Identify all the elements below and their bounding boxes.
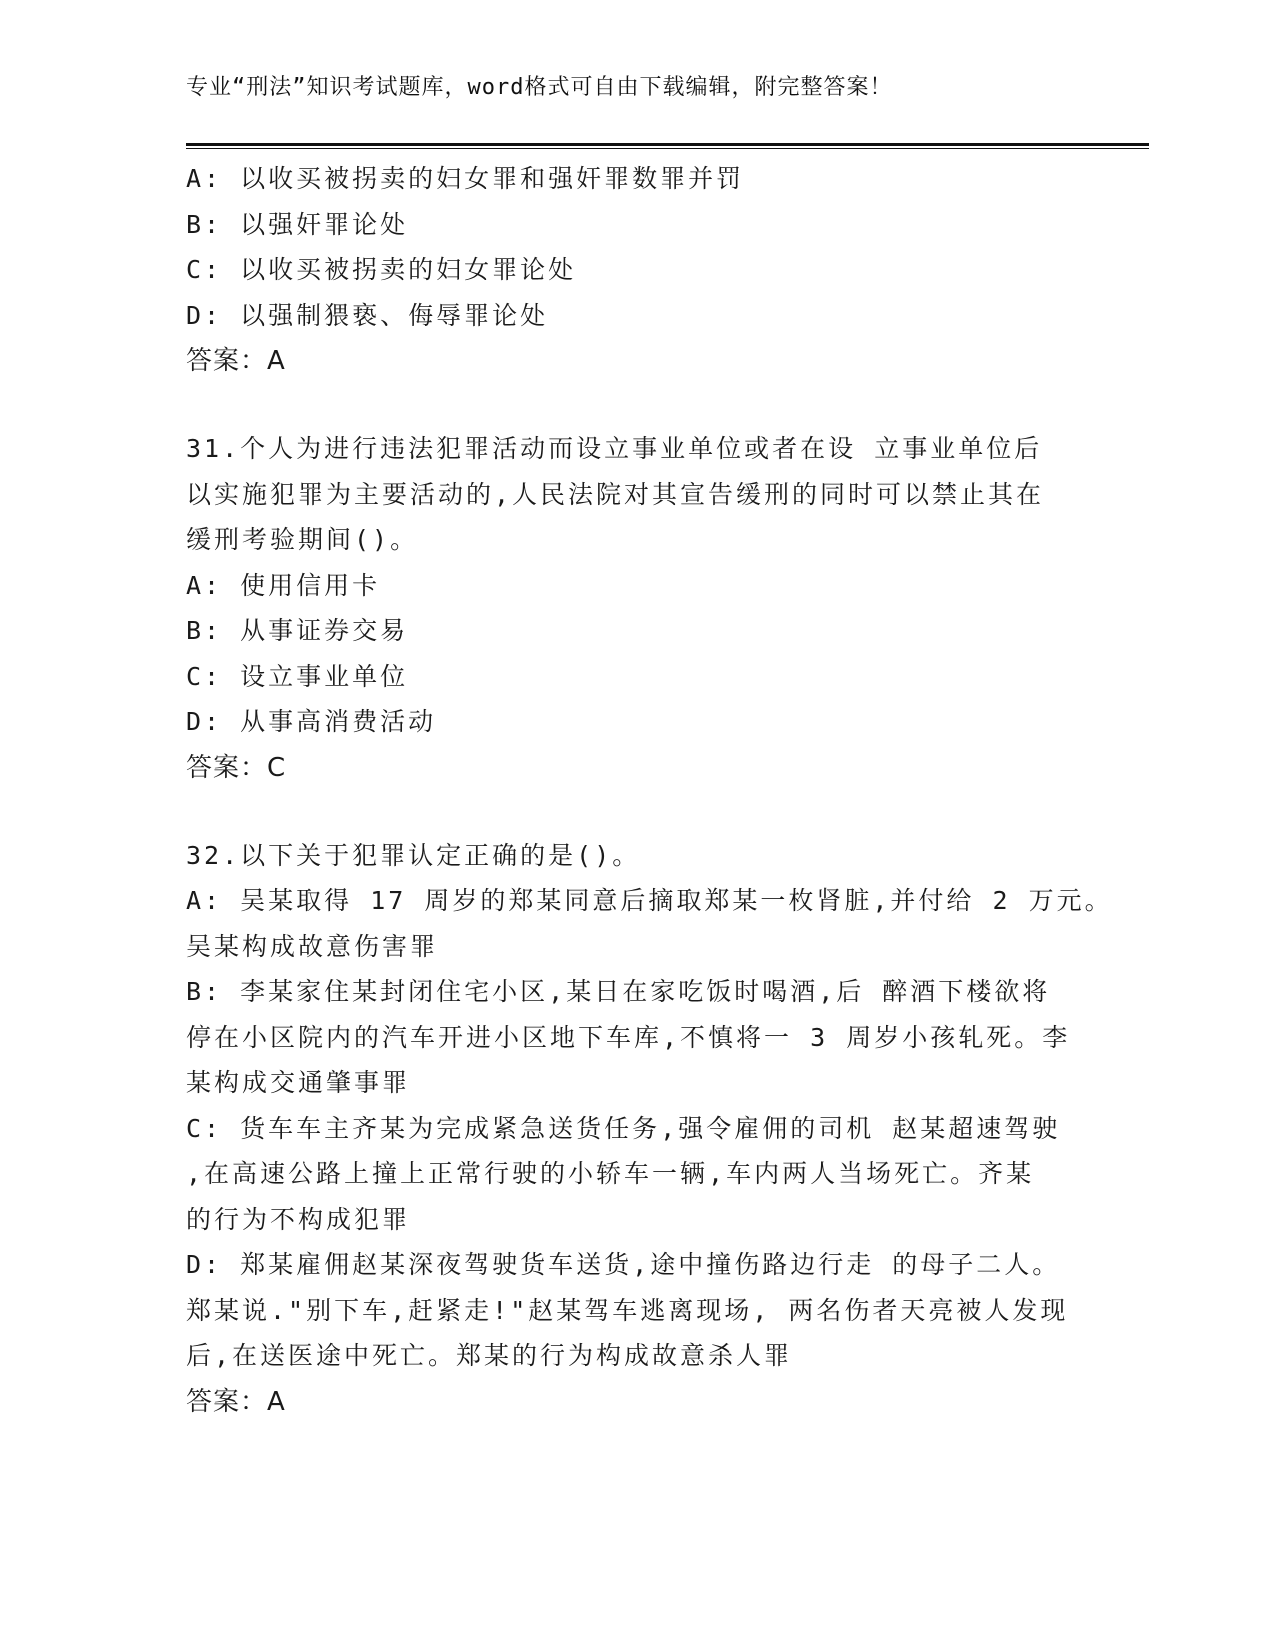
answer: 答案：C (186, 752, 287, 783)
option-line: A: 吴某取得 17 周岁的郑某同意后摘取郑某一枚肾脏,并付给 2 万元。 (186, 886, 1113, 915)
option-d: D: 从事高消费活动 (186, 707, 437, 736)
header-rule-thin (186, 148, 1149, 149)
question-30 (186, 156, 1086, 384)
spacer (186, 384, 1086, 426)
question-stem-line: 32.以下关于犯罪认定正确的是()。 (186, 840, 641, 870)
option-d (186, 1242, 1086, 1379)
question-list (186, 156, 1113, 1425)
answer: 答案：A (186, 346, 286, 376)
question-32 (186, 833, 1113, 1425)
option-b: B: 从事证券交易 (186, 616, 409, 645)
option-line: 后,在送医途中死亡。郑某的行为构成故意杀人罪 (186, 1341, 793, 1370)
option-line: 停在小区院内的汽车开进小区地下车库,不慎将一 3 周岁小孩轧死。李 (186, 1022, 1071, 1052)
option-line: 吴某构成故意伤害罪 (186, 931, 439, 961)
option-c: C: 以收买被拐卖的妇女罪论处 (186, 255, 577, 284)
option-line: ,在高速公路上撞上正常行驶的小轿车一辆,车内两人当场死亡。齐某 (186, 1159, 1035, 1188)
option-line: 郑某说."别下车,赶紧走!"赵某驾车逃离现场, 两名伤者天亮被人发现 (186, 1295, 1069, 1325)
page-header-title: 专业“刑法”知识考试题库，word格式可自由下载编辑，附完整答案！ (186, 75, 893, 100)
option-a: A: 使用信用卡 (186, 570, 381, 600)
option-b: B: 以强奸罪论处 (186, 209, 409, 239)
option-line: 的行为不构成犯罪 (186, 1204, 411, 1234)
option-line: C: 货车车主齐某为完成紧急送货任务,强令雇佣的司机 赵某超速驾驶 (186, 1113, 1061, 1143)
option-line: 某构成交通肇事罪 (186, 1068, 411, 1097)
option-c: C: 设立事业单位 (186, 661, 409, 691)
spacer (186, 791, 1086, 833)
option-b (186, 969, 1086, 1106)
option-a: A: 以收买被拐卖的妇女罪和强奸罪数罪并罚 (186, 164, 745, 193)
header-rule-thick (186, 143, 1149, 146)
question-31 (186, 426, 1086, 791)
option-c (186, 1106, 1086, 1243)
option-d: D: 以强制猥亵、侮辱罪论处 (186, 300, 549, 330)
answer: 答案：A (186, 1386, 286, 1417)
question-stem-line: 缓刑考验期间()。 (186, 525, 419, 554)
question-stem-line: 31.个人为进行违法犯罪活动而设立事业单位或者在设 立事业单位后 (186, 434, 1043, 463)
question-stem-line: 以实施犯罪为主要活动的,人民法院对其宣告缓刑的同时可以禁止其在 (186, 479, 1045, 509)
option-a (186, 878, 1113, 969)
option-line: B: 李某家住某封闭住宅小区,某日在家吃饭时喝酒,后 醉酒下楼欲将 (186, 977, 1051, 1006)
option-line: D: 郑某雇佣赵某深夜驾驶货车送货,途中撞伤路边行走 的母子二人。 (186, 1250, 1061, 1279)
